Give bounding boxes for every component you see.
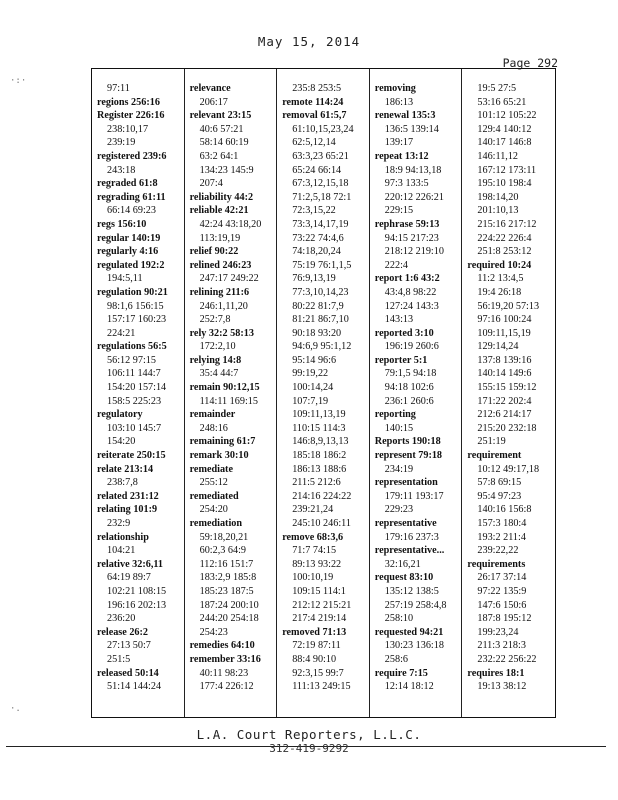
index-references: 258:10: [384, 613, 414, 625]
index-references: 113:19,19: [199, 232, 241, 244]
index-references: 19:4 26:18: [477, 286, 522, 298]
index-references: 99:19,22: [292, 368, 329, 380]
deposition-date: May 15, 2014: [257, 34, 361, 49]
index-references: 71:7 74:15: [292, 545, 337, 557]
index-references: 19:5 27:5: [477, 83, 517, 94]
index-references: 89:13 93:22: [292, 558, 342, 570]
index-references: 157:17 160:23: [107, 314, 167, 326]
index-references: 214:16 224:22: [292, 490, 352, 502]
index-term: requirement: [467, 450, 522, 462]
index-references: 146:11,12: [477, 150, 519, 162]
index-references: 246:1,11,20: [199, 300, 248, 312]
index-references: 95:4 97:23: [477, 490, 522, 502]
index-references: 11:2 13:4,5: [477, 273, 524, 285]
index-references: 155:15 159:12: [477, 382, 537, 394]
index-column: [370, 69, 463, 717]
index-column: [277, 69, 370, 717]
index-term: remark 30:10: [189, 450, 249, 462]
index-references: 147:6 150:6: [477, 599, 527, 611]
index-references: 236:1 260:6: [384, 395, 434, 407]
index-term: regularly 4:16: [97, 246, 159, 258]
index-references: 63:3,23 65:21: [292, 150, 349, 162]
index-references: 66:14 69:23: [107, 205, 156, 217]
index-term: remediation: [189, 518, 243, 529]
index-references: 101:12 105:22: [477, 110, 537, 122]
index-term: reporting: [374, 409, 416, 421]
index-references: 258:6: [384, 653, 408, 665]
index-term: registered 239:6: [97, 150, 167, 162]
index-term: regrading 61:11: [97, 191, 166, 203]
index-references: 235:8 253:5: [292, 83, 342, 94]
index-term: remediated: [189, 490, 239, 502]
margin-mark: ·.: [10, 704, 21, 714]
index-references: 10:12 49:17,18: [477, 463, 540, 475]
index-references: 139:17: [384, 137, 414, 149]
index-term: related 231:12: [97, 490, 159, 502]
index-references: 140:16 156:8: [477, 504, 532, 516]
index-references: 224:22 226:4: [477, 232, 532, 244]
index-term: regions 256:16: [97, 96, 160, 108]
index-references: 239:22,22: [477, 545, 519, 557]
index-references: 224:21: [107, 327, 136, 339]
index-term: relating 101:9: [97, 504, 158, 516]
index-references: 100:10,19: [292, 572, 334, 584]
index-references: 79:1,5 94:18: [384, 368, 437, 380]
index-column: [185, 69, 278, 717]
index-term: remain 90:12,15: [189, 382, 260, 394]
word-index-table: [91, 68, 556, 718]
index-references: 215:16 217:12: [477, 218, 537, 230]
index-references: 158:5 225:23: [107, 395, 162, 407]
index-references: 27:13 50:7: [107, 640, 151, 652]
index-references: 51:14 144:24: [107, 681, 162, 693]
index-references: 243:18: [107, 164, 136, 176]
index-references: 80:22 81:7,9: [292, 300, 344, 312]
index-references: 187:8 195:12: [477, 613, 532, 625]
index-references: 40:6 57:21: [199, 123, 244, 135]
index-references: 35:4 44:7: [199, 368, 239, 380]
index-references: 57:8 69:15: [477, 477, 522, 489]
index-references: 42:24 43:18,20: [199, 218, 262, 230]
index-references: 255:12: [199, 477, 228, 489]
index-references: 244:20 254:18: [199, 613, 259, 625]
index-references: 60:2,3 64:9: [199, 545, 247, 557]
index-references: 12:14 18:12: [384, 681, 434, 693]
index-references: 75:19 76:1,1,5: [292, 259, 352, 271]
index-references: 187:24 200:10: [199, 599, 259, 611]
index-references: 215:20 232:18: [477, 422, 537, 434]
index-term: reporter 5:1: [374, 354, 428, 366]
index-references: 26:17 37:14: [477, 572, 527, 584]
index-references: 234:19: [384, 463, 414, 475]
index-references: 107:7,19: [292, 395, 329, 407]
index-term: representative: [374, 518, 437, 529]
index-term: Register 226:16: [97, 110, 165, 122]
index-references: 238:10,17: [107, 123, 149, 135]
index-term: regulations 56:5: [97, 341, 167, 353]
index-term: repeat 13:12: [374, 150, 429, 162]
index-references: 232:9: [107, 518, 131, 529]
index-references: 130:23 136:18: [384, 640, 444, 652]
index-references: 232:22 256:22: [477, 653, 537, 665]
index-term: relying 14:8: [189, 354, 242, 366]
index-term: relining 211:6: [189, 286, 250, 298]
index-references: 157:3 180:4: [477, 518, 527, 529]
index-references: 72:3,15,22: [292, 205, 336, 217]
index-references: 196:16 202:13: [107, 599, 167, 611]
index-references: 229:15: [384, 205, 414, 217]
index-references: 186:13: [384, 96, 414, 108]
index-columns: [92, 69, 555, 717]
index-term: released 50:14: [97, 667, 159, 679]
index-column: [462, 69, 555, 717]
index-references: 194:5,11: [107, 273, 143, 285]
index-references: 62:5,12,14: [292, 137, 336, 149]
index-term: representation: [374, 477, 438, 489]
index-references: 97:3 133:5: [384, 178, 429, 190]
index-references: 211:3 218:3: [477, 640, 526, 652]
index-references: 71:2,5,18 72:1: [292, 191, 352, 203]
index-references: 239:21,24: [292, 504, 334, 516]
index-references: 98:1,6 156:15: [107, 300, 164, 312]
index-references: 154:20 157:14: [107, 382, 167, 394]
index-term: rely 32:2 58:13: [189, 327, 254, 339]
index-references: 199:23,24: [477, 626, 519, 638]
index-term: renewal 135:3: [374, 110, 436, 122]
index-references: 94:6,9 95:1,12: [292, 341, 352, 353]
index-references: 134:23 145:9: [199, 164, 254, 176]
index-references: 183:2,9 185:8: [199, 572, 257, 584]
index-references: 110:15 114:3: [292, 422, 346, 434]
index-references: 212:6 214:17: [477, 409, 532, 421]
index-references: 172:2,10: [199, 341, 236, 353]
index-references: 239:19: [107, 137, 136, 149]
index-references: 77:3,10,14,23: [292, 286, 349, 298]
index-references: 154:20: [107, 436, 136, 448]
index-references: 56:12 97:15: [107, 354, 156, 366]
index-term: requires 18:1: [467, 667, 525, 679]
index-references: 222:4: [384, 259, 408, 271]
index-references: 236:20: [107, 613, 136, 625]
index-references: 254:20: [199, 504, 228, 516]
index-references: 135:12 138:5: [384, 585, 439, 597]
index-term: remediate: [189, 463, 233, 475]
index-references: 58:14 60:19: [199, 137, 249, 149]
index-references: 146:8,9,13,13: [292, 436, 349, 448]
index-term: remainder: [189, 409, 236, 421]
index-term: relate 213:14: [97, 463, 154, 475]
index-references: 103:10 145:7: [107, 422, 162, 434]
index-term: representative...: [374, 545, 445, 557]
index-column: [92, 69, 185, 717]
index-references: 179:16 237:3: [384, 531, 439, 543]
index-term: relined 246:23: [189, 259, 252, 271]
index-term: required 10:24: [467, 259, 532, 271]
index-references: 220:12 226:21: [384, 191, 444, 203]
index-references: 94:15 217:23: [384, 232, 439, 244]
index-references: 18:9 94:13,18: [384, 164, 442, 176]
index-term: remember 33:16: [189, 653, 261, 665]
index-term: requirements: [467, 558, 526, 570]
index-references: 40:11 98:23: [199, 667, 249, 679]
index-references: 109:11,15,19: [477, 327, 531, 339]
index-term: rephrase 59:13: [374, 218, 440, 230]
index-references: 229:23: [384, 504, 414, 516]
index-references: 67:3,12,15,18: [292, 178, 349, 190]
index-references: 251:5: [107, 653, 131, 665]
index-references: 195:10 198:4: [477, 178, 532, 190]
index-references: 167:12 173:11: [477, 164, 537, 176]
index-references: 254:23: [199, 626, 228, 638]
index-references: 212:12 215:21: [292, 599, 352, 611]
index-references: 109:15 114:1: [292, 585, 346, 597]
index-term: regraded 61:8: [97, 178, 158, 190]
index-references: 43:4,8 98:22: [384, 286, 437, 298]
index-references: 196:19 260:6: [384, 341, 439, 353]
index-references: 251:8 253:12: [477, 246, 532, 258]
index-references: 140:17 146:8: [477, 137, 532, 149]
index-references: 218:12 219:10: [384, 246, 444, 258]
index-term: reliable 42:21: [189, 205, 249, 217]
index-term: reliability 44:2: [189, 191, 254, 203]
index-term: remaining 61:7: [189, 436, 256, 448]
index-references: 112:16 151:7: [199, 558, 254, 570]
index-references: 185:18 186:2: [292, 450, 347, 462]
index-references: 201:10,13: [477, 205, 519, 217]
index-references: 88:4 90:10: [292, 653, 337, 665]
index-term: removal 61:5,7: [282, 110, 347, 122]
index-term: report 1:6 43:2: [374, 273, 440, 285]
index-references: 19:13 38:12: [477, 681, 527, 693]
index-references: 171:22 202:4: [477, 395, 532, 407]
index-term: relationship: [97, 531, 149, 543]
index-references: 185:23 187:5: [199, 585, 254, 597]
index-references: 109:11,13,19: [292, 409, 346, 421]
index-term: relevant 23:15: [189, 110, 252, 122]
index-term: relief 90:22: [189, 246, 239, 258]
index-references: 137:8 139:16: [477, 354, 532, 366]
index-references: 63:2 64:1: [199, 150, 239, 162]
index-references: 238:7,8: [107, 477, 138, 489]
index-references: 111:13 249:15: [292, 681, 351, 693]
index-references: 143:13: [384, 314, 414, 326]
index-references: 90:18 93:20: [292, 327, 342, 339]
index-references: 94:18 102:6: [384, 382, 434, 394]
index-references: 97:11: [107, 83, 130, 94]
index-term: relevance: [189, 83, 231, 94]
index-references: 53:16 65:21: [477, 96, 527, 108]
index-references: 186:13 188:6: [292, 463, 347, 475]
index-references: 129:4 140:12: [477, 123, 532, 135]
index-term: reiterate 250:15: [97, 450, 166, 462]
index-term: reported 3:10: [374, 327, 434, 339]
index-references: 114:11 169:15: [199, 395, 258, 407]
index-term: remote 114:24: [282, 96, 344, 108]
index-term: regulation 90:21: [97, 286, 168, 298]
index-references: 102:21 108:15: [107, 585, 167, 597]
index-references: 193:2 211:4: [477, 531, 526, 543]
index-term: regs 156:10: [97, 218, 147, 230]
index-references: 211:5 212:6: [292, 477, 341, 489]
index-references: 81:21 86:7,10: [292, 314, 349, 326]
index-references: 257:19 258:4,8: [384, 599, 447, 611]
index-term: requested 94:21: [374, 626, 444, 638]
index-references: 207:4: [199, 178, 223, 190]
index-term: regulatory: [97, 409, 143, 421]
index-term: Reports 190:18: [374, 436, 441, 448]
margin-mark: ·:·: [10, 76, 27, 86]
index-references: 245:10 246:11: [292, 518, 351, 529]
index-references: 97:22 135:9: [477, 585, 527, 597]
index-references: 92:3,15 99:7: [292, 667, 344, 679]
index-references: 247:17 249:22: [199, 273, 259, 285]
index-references: 64:19 89:7: [107, 572, 151, 584]
index-references: 198:14,20: [477, 191, 519, 203]
index-references: 73:22 74:4,6: [292, 232, 344, 244]
index-references: 217:4 219:14: [292, 613, 347, 625]
index-references: 136:5 139:14: [384, 123, 439, 135]
index-term: remove 68:3,6: [282, 531, 344, 543]
index-term: require 7:15: [374, 667, 428, 679]
index-references: 179:11 193:17: [384, 490, 444, 502]
index-references: 252:7,8: [199, 314, 231, 326]
index-references: 104:21: [107, 545, 136, 557]
index-references: 177:4 226:12: [199, 681, 254, 693]
index-references: 140:14 149:6: [477, 368, 532, 380]
index-references: 72:19 87:11: [292, 640, 341, 652]
index-references: 76:9,13,19: [292, 273, 336, 285]
index-references: 106:11 144:7: [107, 368, 161, 380]
index-term: request 83:10: [374, 572, 434, 584]
index-term: regular 140:19: [97, 232, 161, 244]
index-references: 56:19,20 57:13: [477, 300, 540, 312]
reporter-phone: 312-419-9292: [269, 742, 349, 755]
index-term: represent 79:18: [374, 450, 443, 462]
index-references: 32:16,21: [384, 558, 421, 570]
index-references: 251:19: [477, 436, 506, 448]
index-references: 59:18,20,21: [199, 531, 249, 543]
index-term: regulated 192:2: [97, 259, 165, 271]
index-term: removing: [374, 83, 416, 94]
index-references: 206:17: [199, 96, 228, 108]
index-references: 140:15: [384, 422, 414, 434]
index-references: 129:14,24: [477, 341, 519, 353]
index-term: relative 32:6,11: [97, 558, 164, 570]
index-references: 74:18,20,24: [292, 246, 341, 258]
index-references: 127:24 143:3: [384, 300, 439, 312]
index-term: removed 71:13: [282, 626, 347, 638]
index-references: 61:10,15,23,24: [292, 123, 354, 135]
index-references: 73:3,14,17,19: [292, 218, 349, 230]
index-references: 97:16 100:24: [477, 314, 532, 326]
index-references: 100:14,24: [292, 382, 334, 394]
index-references: 248:16: [199, 422, 228, 434]
index-term: release 26:2: [97, 626, 149, 638]
index-term: remedies 64:10: [189, 640, 255, 652]
reporter-company: L.A. Court Reporters, L.L.C.: [196, 727, 422, 742]
page-number: Page 292: [502, 56, 558, 70]
index-references: 95:14 96:6: [292, 354, 337, 366]
index-references: 65:24 66:14: [292, 164, 342, 176]
